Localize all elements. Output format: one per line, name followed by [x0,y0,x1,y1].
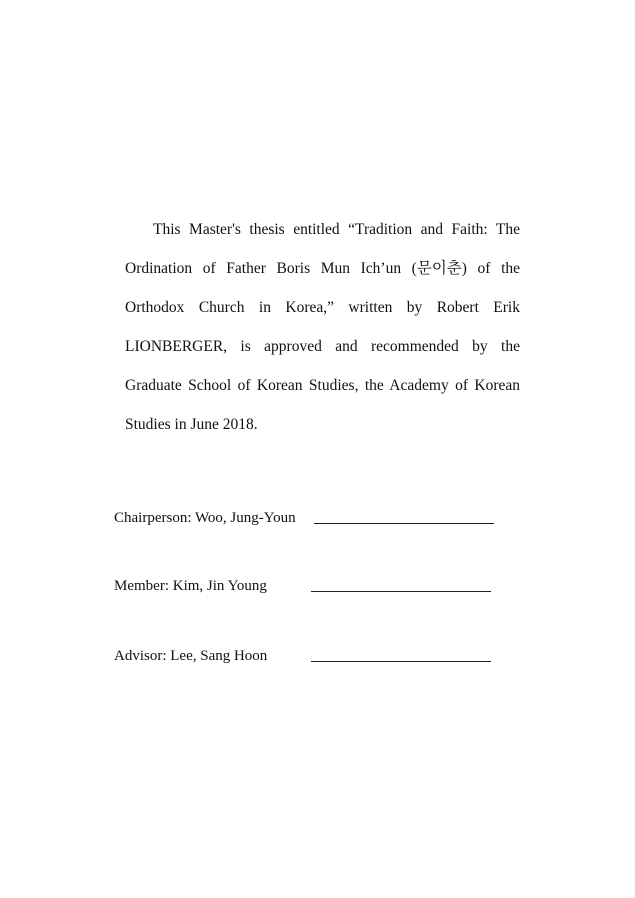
advisor-signature-line [311,661,491,662]
approval-line-1: This Master's thesis entitled “Tradition and Faith: The [153,221,520,238]
approval-line-2: Ordination of Father Boris Mun Ich’un (문이춘) of the [125,260,520,277]
approval-line-6: Studies in June 2018. [125,416,258,433]
approval-line-3: Orthodox Church in Korea,” written by Robert Erik [125,299,520,316]
member-label: Member: Kim, Jin Young [114,578,267,594]
approval-line-4: LIONBERGER, is approved and recommended by the [125,338,520,355]
approval-line-5: Graduate School of Korean Studies, the Academy of Korean [125,377,520,394]
member-signature-line [311,591,491,592]
chairperson-label: Chairperson: Woo, Jung-Youn [114,510,296,526]
chairperson-signature-line [314,523,494,524]
approval-statement [125,210,520,444]
advisor-label: Advisor: Lee, Sang Hoon [114,648,268,664]
